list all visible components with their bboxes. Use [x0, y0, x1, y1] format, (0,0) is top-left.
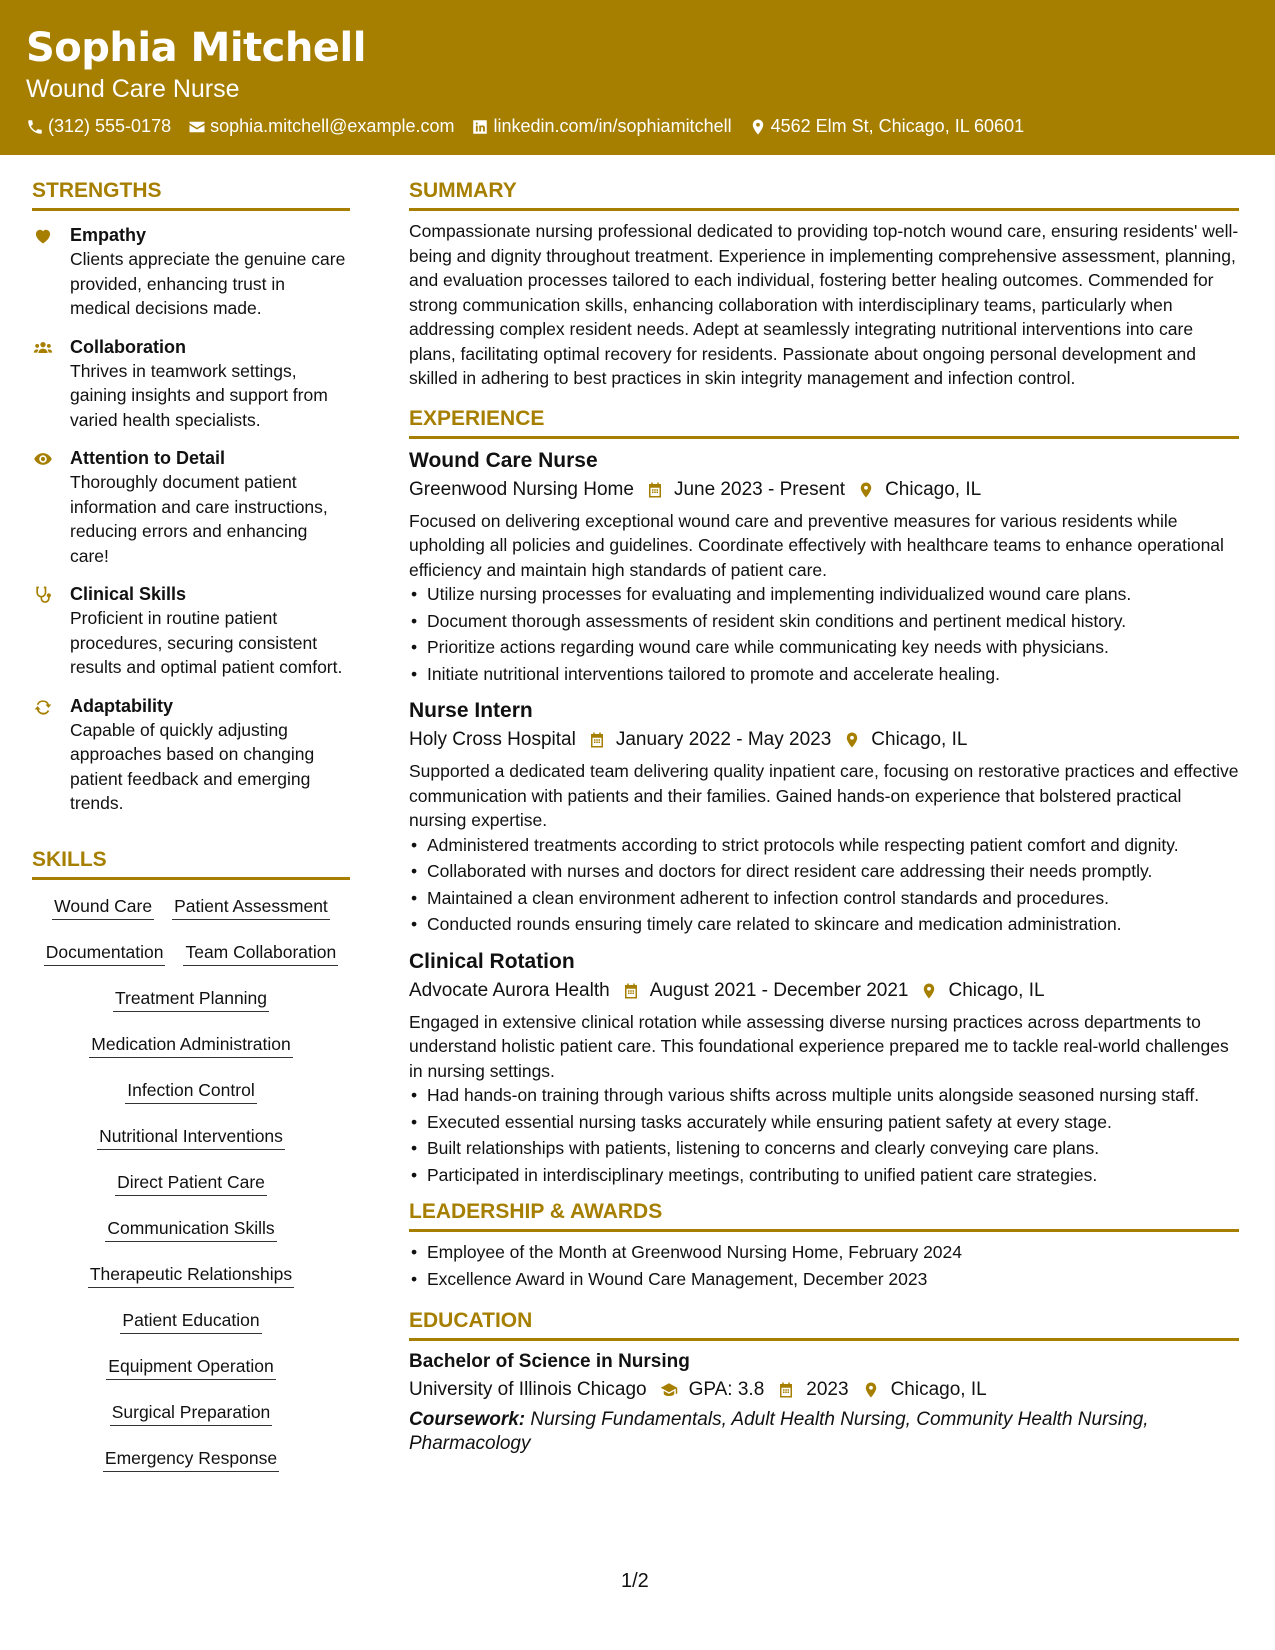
strengths-heading: STRENGTHS [32, 177, 350, 211]
award-item: • Employee of the Month at Greenwood Nursing Home, February 2024 [409, 1240, 1239, 1265]
gpa-text: GPA: 3.8 [688, 1379, 765, 1400]
bullet-item: • Built relationships with patients, listening to concerns and clearly conveying care plans. [409, 1136, 1239, 1161]
calendar-icon [776, 1381, 796, 1399]
skill-tag: Therapeutic Relationships [88, 1263, 294, 1288]
map-pin-icon [861, 1381, 881, 1399]
stethoscope-icon [32, 585, 54, 605]
job-location: Chicago, IL [871, 729, 968, 750]
summary-text: Compassionate nursing professional dedicated to providing top-notch wound care, ensuring residents' well-being and dignity throughout treatment. Experience in implementing comprehensive assessment, planning, and evaluation processes tailored to each individual, fostering better healing outcomes. Commended for strong communication skills, enhancing collaboration with interdisciplinary teams, particularly when addressing complex resident needs. Adept at seamlessly integrating nutritional interventions into care plans, facilitating optimal recovery for residents. Passionate about ongoing personal development and skilled in adhering to best practices in skin integrity management and infection control. [409, 221, 1239, 388]
bullet-item: • Administered treatments according to strict protocols while respecting patient comfort and dignity. [409, 833, 1239, 858]
contact-linkedin[interactable] [471, 116, 731, 137]
eye-icon [32, 449, 54, 469]
award-item: • Excellence Award in Wound Care Management, December 2023 [409, 1267, 1239, 1292]
candidate-name: Sophia Mitchell [26, 25, 366, 71]
job-meta [409, 475, 1239, 505]
strength-title: Empathy [70, 225, 147, 245]
skill-tag: Patient Education [120, 1309, 261, 1334]
strength-desc: Proficient in routine patient procedures, securing consistent results and optimal patient comfort. [70, 608, 343, 677]
job-meta [409, 976, 1239, 1006]
strength-item [32, 335, 350, 433]
summary-heading: SUMMARY [409, 177, 1239, 211]
address-text: 4562 Elm St, Chicago, IL 60601 [770, 116, 1025, 136]
calendar-icon [646, 481, 664, 499]
page-number: 1/2 [621, 1570, 649, 1592]
phone-icon [26, 118, 44, 136]
school-name: University of Illinois Chicago [409, 1379, 647, 1400]
job-description: Engaged in extensive clinical rotation while assessing diverse nursing practices across departments to understand holistic patient care. This foundational experience prepared me to tackle real-world challenges in nursing settings. [409, 1011, 1229, 1081]
map-pin-icon [843, 731, 861, 749]
experience-heading: EXPERIENCE [409, 405, 1239, 439]
skill-tag: Infection Control [125, 1079, 256, 1104]
job-entry [409, 948, 1239, 1188]
skills-heading: SKILLS [32, 846, 350, 880]
job-org: Greenwood Nursing Home [409, 478, 634, 500]
awards-list [409, 1240, 1239, 1291]
job-dates: June 2023 - Present [673, 478, 846, 500]
sync-icon [32, 697, 54, 717]
grad-year: 2023 [806, 1379, 849, 1400]
contact-address [749, 116, 1025, 137]
job-entry [409, 697, 1239, 937]
bullet-item: • Initiate nutritional interventions tailored to promote and accelerate healing. [409, 662, 1239, 687]
bullet-item: • Participated in interdisciplinary meetings, contributing to unified patient care strategies. [409, 1163, 1239, 1188]
job-dates: January 2022 - May 2023 [615, 729, 832, 750]
strength-title: Collaboration [70, 336, 186, 357]
linkedin-icon [471, 118, 489, 136]
education-heading: EDUCATION [409, 1307, 1239, 1341]
skill-tag: Team Collaboration [183, 941, 338, 966]
strength-item [32, 694, 350, 816]
coursework-label: Coursework: [409, 1409, 526, 1430]
job-description: Focused on delivering exceptional wound care and preventive measures for various residents while upholding all policies and guidelines. Coordinate effectively with healthcare teams to enhance operational efficiency and maintain high standards of patient care. [409, 510, 1224, 580]
strength-title: Adaptability [70, 695, 174, 716]
strength-desc: Clients appreciate the genuine care provided, enhancing trust in medical decisions made. [70, 249, 346, 318]
bullet-item: • Executed essential nursing tasks accurately while ensuring patient safety at every stage. [409, 1110, 1239, 1135]
job-bullets [409, 833, 1239, 937]
bullet-item: • Document thorough assessments of resident skin conditions and pertinent medical history. [409, 609, 1239, 634]
strength-desc: Thoroughly document patient information and care instructions, reducing errors and enhancing care! [70, 472, 328, 566]
job-org: Holy Cross Hospital [409, 729, 576, 750]
job-entry [409, 447, 1239, 687]
map-pin-icon [857, 481, 875, 499]
bullet-item: • Conducted rounds ensuring timely care related to skincare and medication administration. [409, 912, 1239, 937]
education-meta [409, 1375, 1239, 1405]
phone-text: (312) 555-0178 [48, 116, 172, 136]
skills-list [32, 888, 350, 1486]
strength-desc: Capable of quickly adjusting approaches based on changing patient feedback and emerging trends. [70, 719, 315, 813]
skill-tag: Emergency Response [103, 1447, 279, 1472]
strength-item [32, 446, 350, 568]
calendar-icon [588, 731, 606, 749]
coursework-list: Nursing Fundamentals, Adult Health Nursing, Community Health Nursing, Pharmacology [409, 1409, 1149, 1454]
linkedin-link[interactable]: linkedin.com/in/sophiamitchell [493, 116, 732, 136]
job-meta [409, 725, 1239, 755]
job-org: Advocate Aurora Health [409, 979, 610, 1001]
skill-tag: Surgical Preparation [110, 1401, 273, 1426]
job-title: Clinical Rotation [409, 949, 575, 973]
resume-header [0, 0, 1275, 155]
bullet-item: • Collaborated with nurses and doctors for direct resident care addressing their needs promptly. [409, 859, 1239, 884]
calendar-icon [622, 982, 640, 1000]
job-description: Supported a dedicated team delivering quality inpatient care, focusing on restorative practices and effective communication with patients and their families. Gained hands-on experience that bolstered practical nursing expertise. [409, 761, 1239, 830]
job-title: Nurse Intern [409, 699, 533, 722]
skill-tag: Communication Skills [105, 1217, 276, 1242]
skill-tag: Wound Care [52, 895, 154, 920]
strength-title: Clinical Skills [70, 584, 187, 604]
contact-bar [26, 116, 1249, 137]
job-dates: August 2021 - December 2021 [649, 979, 909, 1001]
map-pin-icon [749, 118, 767, 136]
skill-tag: Equipment Operation [106, 1355, 275, 1380]
job-bullets [409, 582, 1239, 686]
coursework [409, 1408, 1239, 1456]
strength-item [32, 582, 350, 680]
heart-icon [32, 226, 54, 246]
skill-tag: Direct Patient Care [115, 1171, 267, 1196]
strength-title: Attention to Detail [70, 448, 225, 468]
awards-heading: LEADERSHIP & AWARDS [409, 1198, 1239, 1232]
skill-tag: Documentation [44, 941, 166, 966]
bullet-item: • Had hands-on training through various shifts across multiple units alongside seasoned nursing staff. [409, 1083, 1239, 1108]
contact-phone [26, 116, 171, 137]
degree-title: Bachelor of Science in Nursing [409, 1351, 690, 1372]
skill-tag: Treatment Planning [113, 987, 269, 1012]
bullet-item: • Maintained a clean environment adherent to infection control standards and procedures. [409, 886, 1239, 911]
job-location: Chicago, IL [948, 979, 1045, 1001]
school-location: Chicago, IL [890, 1379, 987, 1400]
candidate-title: Wound Care Nurse [26, 75, 240, 103]
email-link[interactable]: sophia.mitchell@example.com [210, 116, 455, 136]
map-pin-icon [920, 982, 938, 1000]
right-column [409, 177, 1239, 1456]
users-icon [32, 338, 54, 358]
skill-tag: Patient Assessment [172, 895, 330, 920]
envelope-icon [188, 118, 206, 136]
job-title: Wound Care Nurse [409, 448, 598, 472]
skill-tag: Medication Administration [89, 1033, 292, 1058]
strength-item [32, 223, 350, 321]
bullet-item: • Prioritize actions regarding wound care while communicating key needs with physicians. [409, 635, 1239, 660]
job-location: Chicago, IL [885, 478, 982, 500]
skill-tag: Nutritional Interventions [97, 1125, 285, 1150]
contact-email[interactable] [188, 116, 454, 137]
graduation-cap-icon [659, 1381, 679, 1399]
bullet-item: • Utilize nursing processes for evaluating and implementing individualized wound care plans. [409, 582, 1239, 607]
left-column [32, 177, 350, 1486]
strength-desc: Thrives in teamwork settings, gaining insights and support from varied health specialists. [70, 360, 328, 430]
job-bullets [409, 1083, 1239, 1187]
